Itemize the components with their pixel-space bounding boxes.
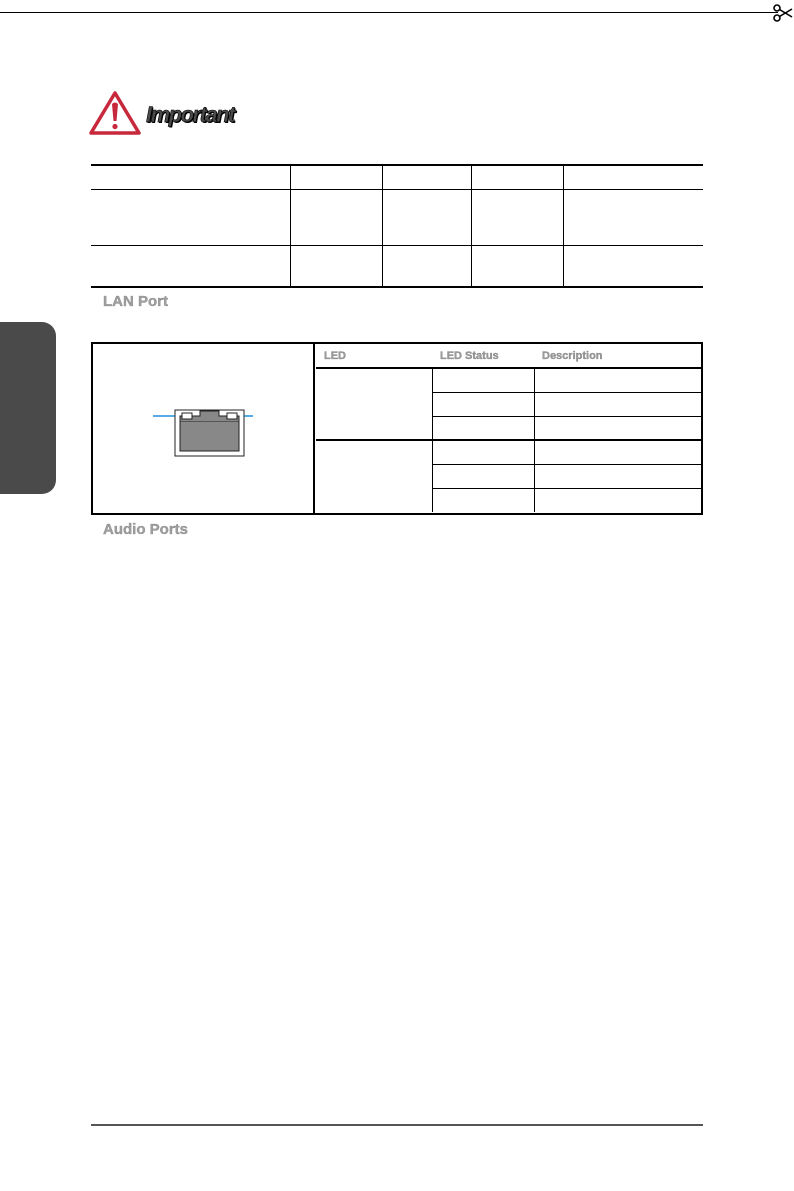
table-cell bbox=[563, 165, 703, 189]
table-cell bbox=[91, 245, 290, 287]
table-cell bbox=[471, 189, 563, 245]
table-cell bbox=[290, 245, 382, 287]
footer-rule bbox=[91, 1124, 703, 1126]
table-row bbox=[316, 440, 703, 464]
led-table bbox=[316, 344, 703, 512]
link-led-icon bbox=[182, 413, 192, 419]
table-cell bbox=[290, 189, 382, 245]
table-cell bbox=[91, 165, 290, 189]
led-status-header: LED Status bbox=[432, 344, 534, 368]
table-header-row bbox=[91, 165, 703, 189]
speed-led-icon bbox=[227, 413, 237, 419]
table-row bbox=[91, 189, 703, 245]
important-title: Important bbox=[146, 102, 234, 127]
table-cell bbox=[432, 416, 534, 440]
table-cell bbox=[534, 368, 703, 392]
warning-icon bbox=[89, 90, 141, 136]
table-row bbox=[91, 245, 703, 287]
led-header: LED bbox=[316, 344, 432, 368]
description-header: Description bbox=[534, 344, 703, 368]
table-cell bbox=[534, 464, 703, 488]
table-cell bbox=[432, 392, 534, 416]
table-cell bbox=[534, 488, 703, 512]
table-cell bbox=[432, 440, 534, 464]
lan-port-panel bbox=[91, 342, 703, 515]
audio-ports-heading: Audio Ports bbox=[103, 521, 188, 538]
table-cell bbox=[432, 368, 534, 392]
table-cell bbox=[382, 245, 471, 287]
table-cell bbox=[432, 464, 534, 488]
lan-divider bbox=[313, 344, 315, 513]
chapter-side-tab bbox=[0, 322, 56, 494]
important-table bbox=[91, 164, 703, 288]
table-cell bbox=[534, 392, 703, 416]
scissors-icon bbox=[771, 2, 793, 24]
table-cell bbox=[534, 440, 703, 464]
table-cell bbox=[432, 488, 534, 512]
table-cell bbox=[290, 165, 382, 189]
led-group-cell bbox=[316, 440, 432, 512]
table-cell bbox=[534, 416, 703, 440]
table-cell bbox=[563, 189, 703, 245]
table-cell bbox=[91, 189, 290, 245]
lan-port-image bbox=[153, 394, 253, 458]
lan-port-heading: LAN Port bbox=[103, 293, 168, 310]
crop-mark-line bbox=[0, 12, 778, 13]
table-cell bbox=[382, 165, 471, 189]
table-cell bbox=[471, 245, 563, 287]
table-cell bbox=[471, 165, 563, 189]
led-table-header bbox=[316, 344, 703, 368]
table-cell bbox=[563, 245, 703, 287]
table-row bbox=[316, 368, 703, 392]
led-group-cell bbox=[316, 368, 432, 440]
table-cell bbox=[382, 189, 471, 245]
